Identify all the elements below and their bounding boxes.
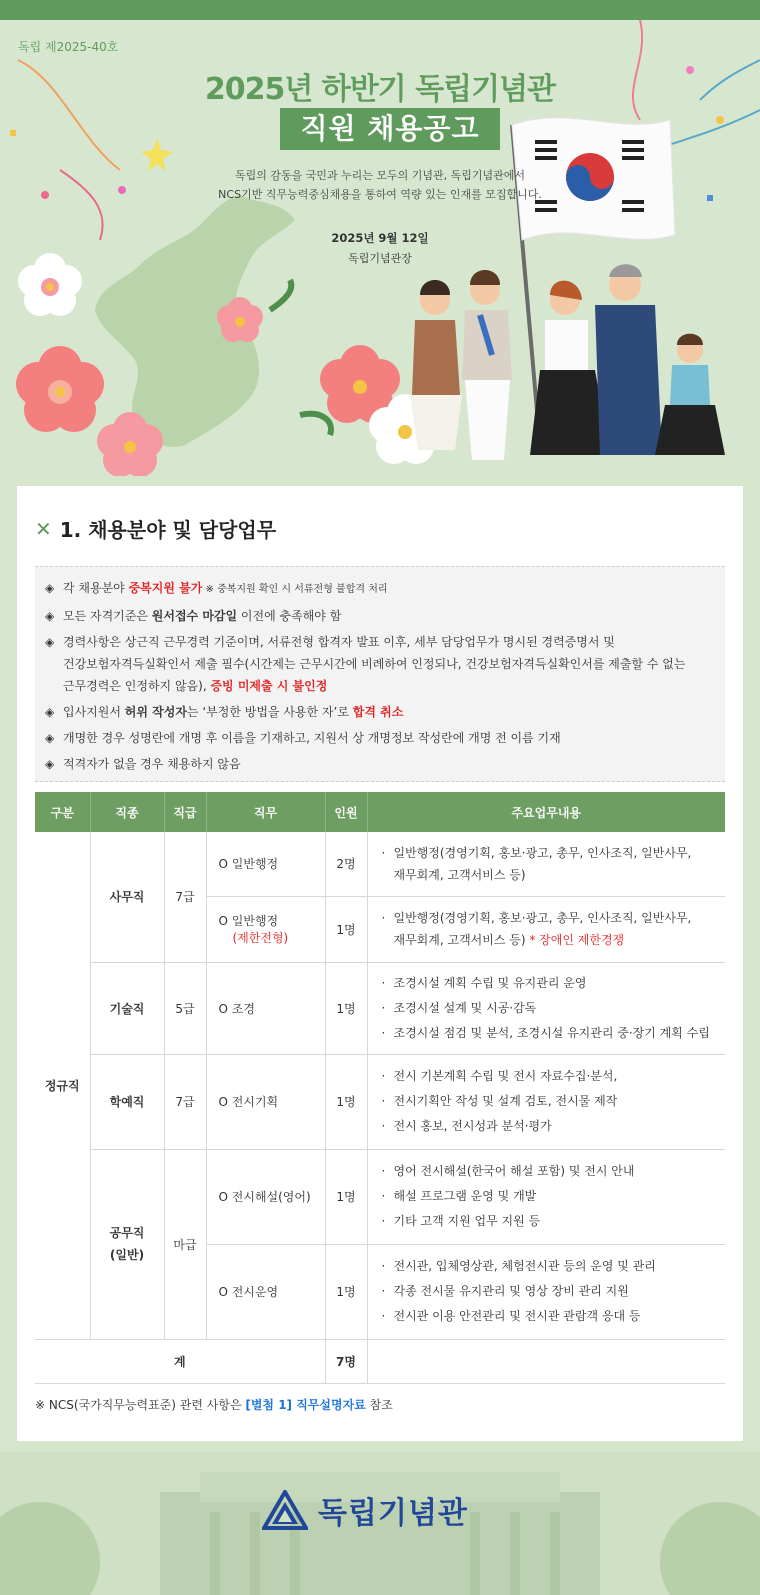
- grade-cell: 5급: [164, 962, 206, 1054]
- hero-description-line: NCS기반 직무능력중심채용을 통하여 역량 있는 인재를 모집합니다.: [218, 188, 542, 201]
- notice-box: [35, 566, 725, 782]
- job-type-cell: 공무직 (일반): [90, 1149, 164, 1339]
- attachment-link[interactable]: [별첨 1] 직무설명자료: [245, 1398, 366, 1412]
- footer-banner: [0, 1452, 760, 1595]
- diamond-bullet-icon: ◈: [45, 609, 55, 623]
- column-header: 인원: [325, 792, 367, 832]
- grade-cell: 마급: [164, 1149, 206, 1339]
- hero-banner: [0, 20, 760, 476]
- ncs-footnote: ※ NCS(국가직무능력표준) 관련 사항은 [별첨 1] 직무설명자료 참조: [35, 1398, 393, 1412]
- column-header: 직무: [206, 792, 325, 832]
- hero-description: [0, 166, 760, 204]
- column-header: 주요업무내용: [367, 792, 725, 832]
- job-type-cell: 사무직: [90, 832, 164, 962]
- duty-cell: O 전시운영: [206, 1244, 325, 1339]
- total-empty-cell: [367, 1339, 725, 1383]
- tasks-cell: · 일반행정(경영기획, 홍보·광고, 총무, 인사조직, 일반사무, 재무회계, 고객서비스 등): [367, 832, 725, 896]
- flower-illustrations: [0, 240, 460, 476]
- duty-cell: O 일반행정: [206, 832, 325, 896]
- page-title: 2025년 하반기 독립기념관: [204, 72, 556, 107]
- count-cell: 1명: [325, 962, 367, 1054]
- notice-item: ◈ 경력사항은 상근직 근무경력 기준이며, 서류전형 합격자 발표 이후, 세부 담당업무가 명시된 경력증명서 및 건강보험자격득실확인서 제출 필수(시간제는 근무시간에 비례하여 인정되나, 건강보험자격득실확인서를 제출할 수 없는 근무경력은 인정하지 않음), 증빙 미제출 시 불인정: [45, 631, 711, 697]
- table-row: [35, 1054, 725, 1149]
- count-cell: 2명: [325, 832, 367, 896]
- section-title: [35, 514, 276, 543]
- diamond-bullet-icon: ◈: [45, 705, 55, 719]
- x-leaf-icon: ✕: [35, 516, 52, 541]
- footer-logo: [262, 1488, 468, 1532]
- notice-item: ◈ 각 채용분야 중복지원 불가 ※ 중복지원 확인 시 서류전형 불합격 처리: [45, 577, 711, 601]
- table-row: [35, 832, 725, 896]
- column-header: 직급: [164, 792, 206, 832]
- diamond-bullet-icon: ◈: [45, 757, 55, 771]
- diamond-bullet-icon: ◈: [45, 731, 55, 745]
- total-label-cell: 계: [35, 1339, 325, 1383]
- tasks-cell: · 일반행정(경영기획, 홍보·광고, 총무, 인사조직, 일반사무, 재무회계, 고객서비스 등) * 장애인 제한경쟁: [367, 896, 725, 962]
- count-cell: 1명: [325, 896, 367, 962]
- tasks-cell: · 영어 전시해설(한국어 해설 포함) 및 전시 안내 · 해설 프로그램 운영 및 개발 · 기타 고객 지원 업무 지원 등: [367, 1149, 725, 1244]
- page-subtitle: 직원 채용공고: [280, 108, 500, 150]
- diamond-bullet-icon: ◈: [45, 635, 55, 649]
- notice-item: ◈ 입사지원서 허위 작성자는 ‘부정한 방법을 사용한 자’로 합격 취소: [45, 701, 711, 723]
- content-card: [17, 486, 743, 1441]
- announcement-date: 2025년 9월 12일: [331, 231, 429, 245]
- job-type-cell: 학예직: [90, 1054, 164, 1149]
- tasks-cell: · 전시 기본계획 수립 및 전시 자료수집·분석, · 전시기획안 작성 및 설계 검토, 전시물 제작 · 전시 홍보, 전시성과 분석·평가: [367, 1054, 725, 1149]
- total-count-cell: 7명: [325, 1339, 367, 1383]
- grade-cell: 7급: [164, 832, 206, 962]
- announcement-number: 독립 제2025-40호: [18, 40, 119, 54]
- duty-cell: O 전시해설(영어): [206, 1149, 325, 1244]
- tasks-cell: · 조경시설 계획 수립 및 유지관리 운영 · 조경시설 설계 및 시공·감독 · 조경시설 점검 및 분석, 조경시설 유지관리 중·장기 계획 수립: [367, 962, 725, 1054]
- job-table: [35, 792, 725, 1384]
- notice-item: ◈ 모든 자격기준은 원서접수 마감일 이전에 충족해야 함: [45, 605, 711, 627]
- notice-item: ◈ 개명한 경우 성명란에 개명 후 이름을 기재하고, 지원서 상 개명정보 작성란에 개명 전 이름 기재: [45, 727, 711, 749]
- table-row: [35, 1149, 725, 1244]
- people-with-flag-illustration: [400, 105, 760, 476]
- announcement-signer: 독립기념관장: [348, 252, 412, 265]
- tasks-cell: · 전시관, 입체영상관, 체험전시관 등의 운영 및 관리 · 각종 전시물 유지관리 및 영상 장비 관리 지원 · 전시관 이용 안전관리 및 전시관 관람객 응대 등: [367, 1244, 725, 1339]
- diamond-bullet-icon: ◈: [45, 581, 55, 595]
- count-cell: 1명: [325, 1054, 367, 1149]
- count-cell: 1명: [325, 1244, 367, 1339]
- total-row: [35, 1339, 725, 1383]
- column-header: 직종: [90, 792, 164, 832]
- section-title-text: 1. 채용분야 및 담당업무: [59, 518, 277, 542]
- duty-cell: O 조경: [206, 962, 325, 1054]
- hero-description-line: 독립의 감동을 국민과 누리는 모두의 기념관, 독립기념관에서: [234, 169, 526, 182]
- footer-org-name: 독립기념관: [318, 1496, 468, 1531]
- notice-item: ◈ 적격자가 없을 경우 채용하지 않음: [45, 753, 711, 775]
- table-header-row: [35, 792, 725, 832]
- duty-cell: O 일반행정 (제한전형): [206, 896, 325, 962]
- count-cell: 1명: [325, 1149, 367, 1244]
- duty-cell: O 전시기획: [206, 1054, 325, 1149]
- top-accent-bar: [0, 0, 760, 20]
- job-type-cell: 기술직: [90, 962, 164, 1054]
- category-cell: 정규직: [35, 832, 90, 1339]
- table-row: [35, 962, 725, 1054]
- independence-hall-emblem-icon: [262, 1490, 308, 1530]
- grade-cell: 7급: [164, 1054, 206, 1149]
- column-header: 구분: [35, 792, 90, 832]
